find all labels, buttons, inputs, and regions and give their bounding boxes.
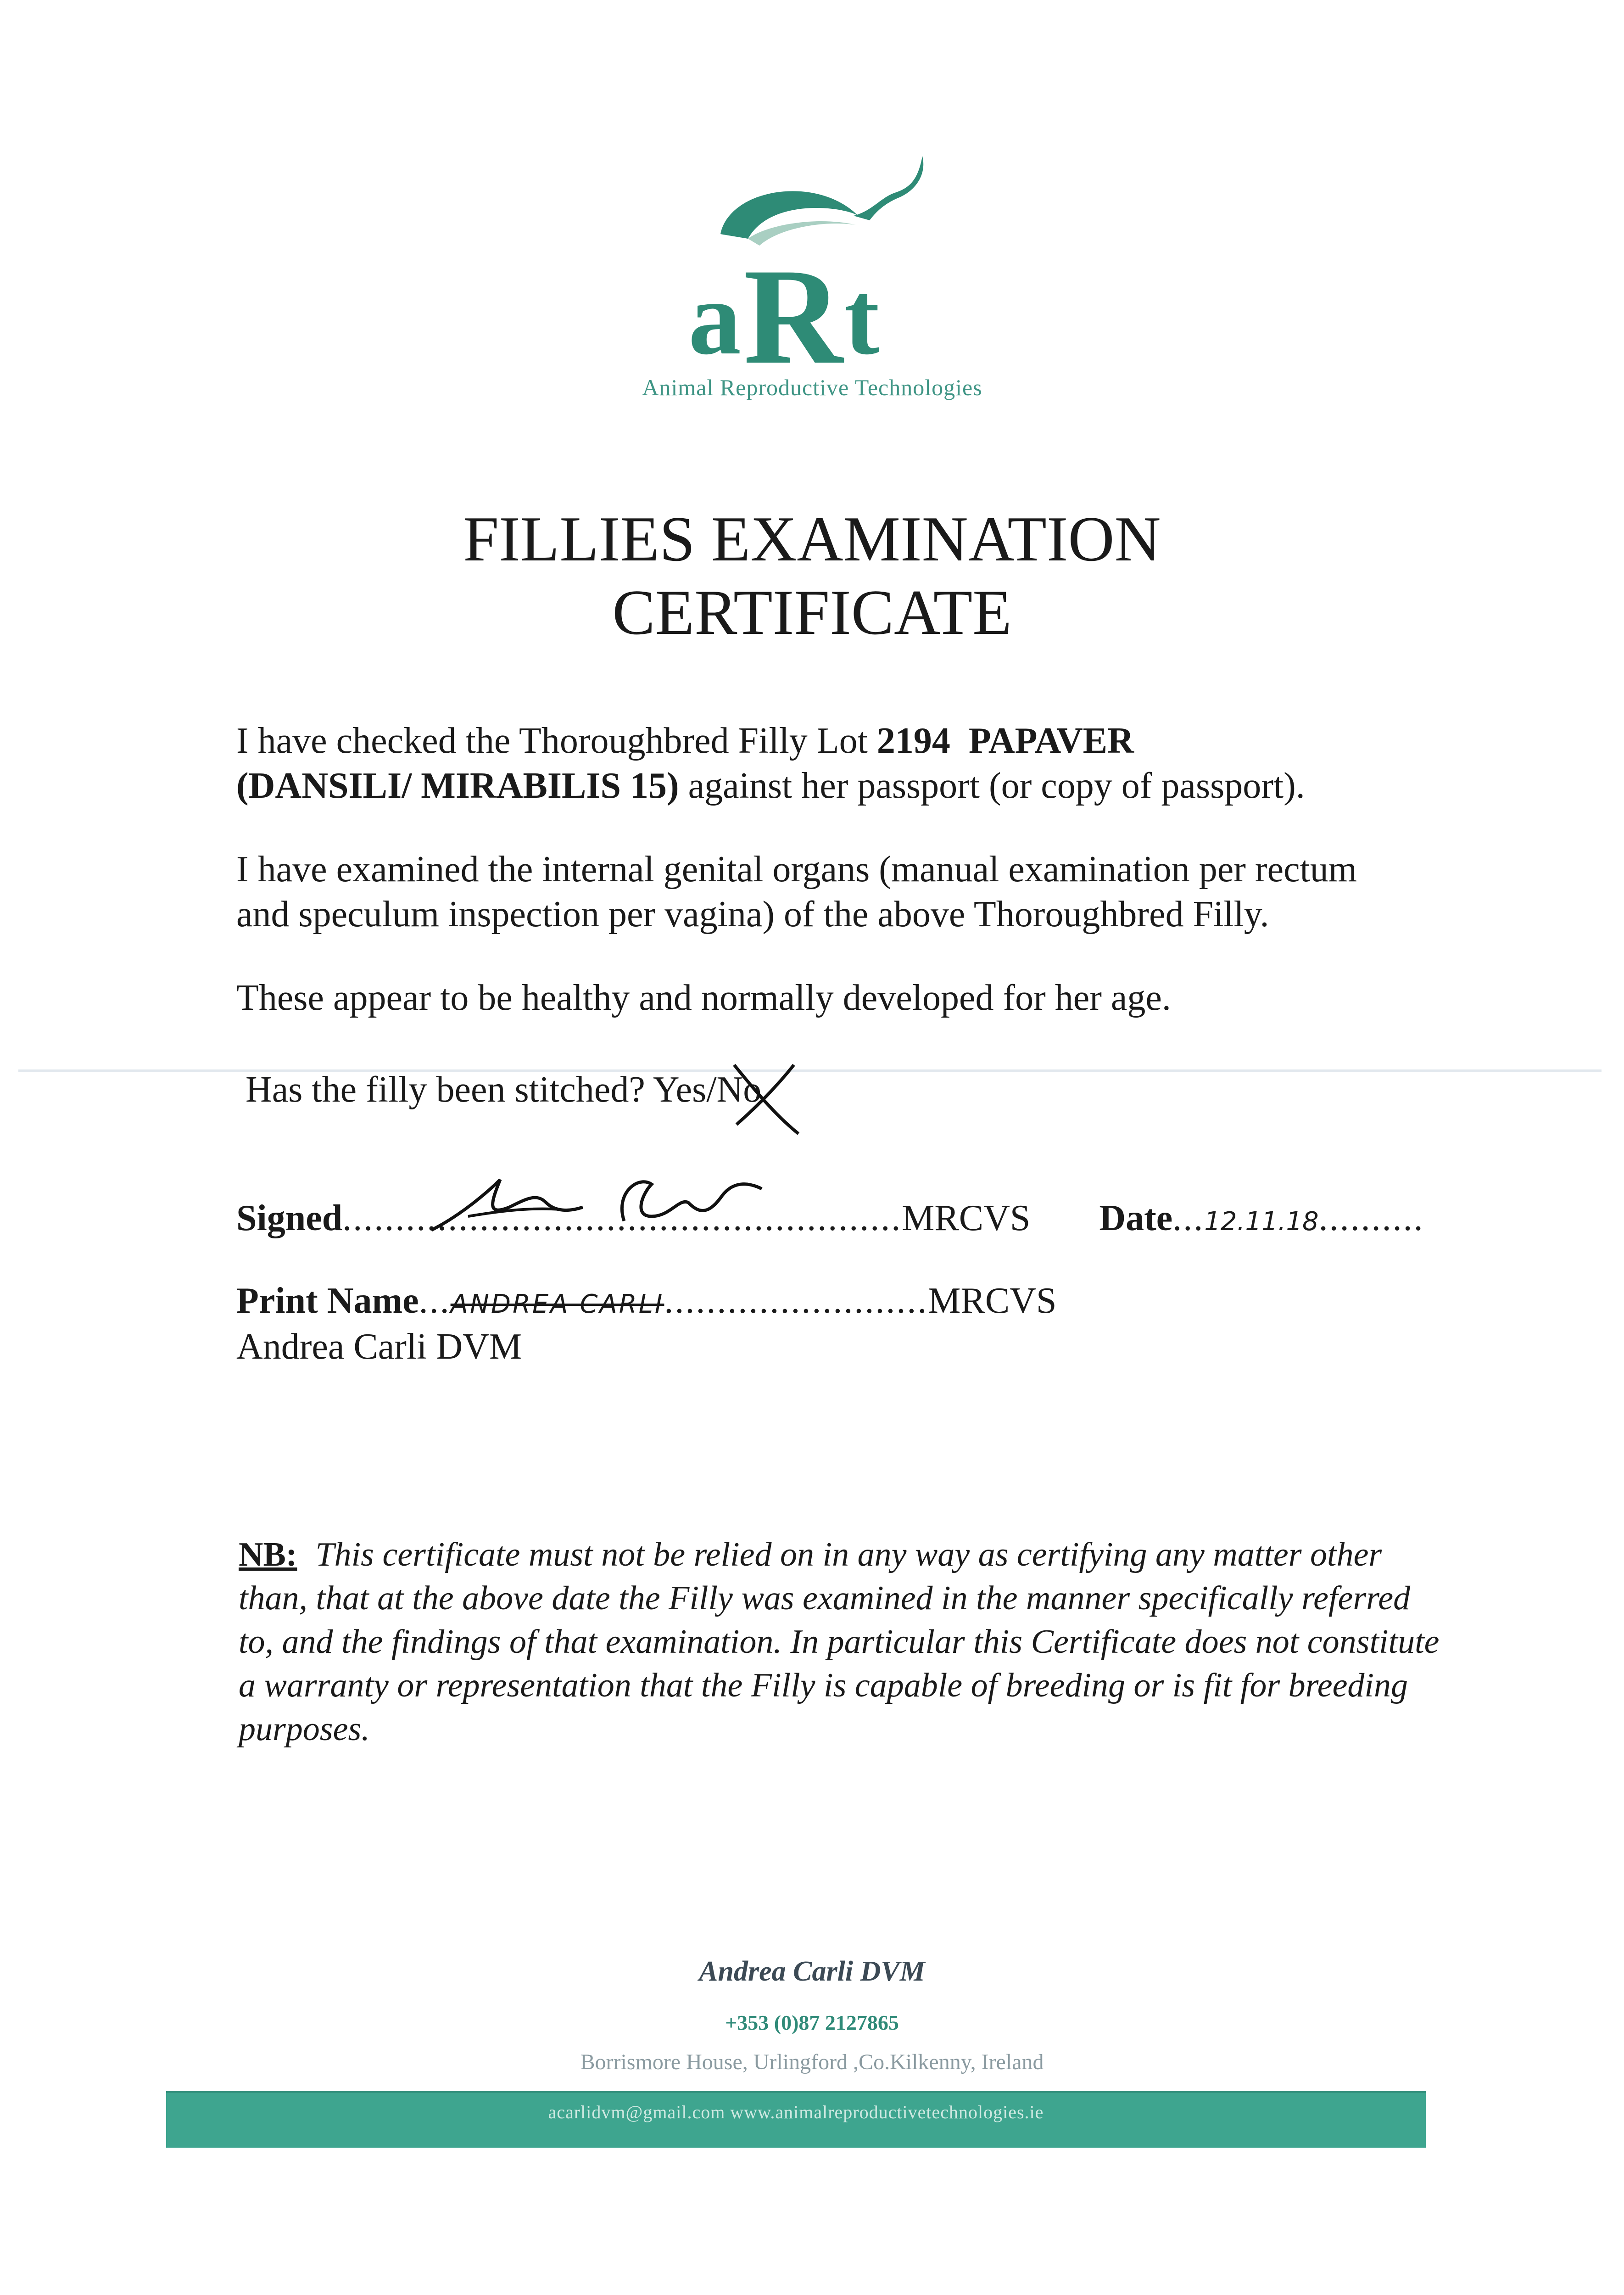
svg-text:a: a bbox=[688, 259, 741, 376]
handwritten-signature bbox=[422, 1166, 780, 1244]
identity-prefix: I have checked the Thoroughbred Filly Lot bbox=[236, 721, 877, 761]
svg-text:R: R bbox=[743, 240, 843, 392]
nb-disclaimer bbox=[239, 1533, 1441, 1751]
art-logo bbox=[679, 147, 945, 404]
lot-number: 2194 bbox=[876, 721, 950, 761]
logo-tagline: Animal Reproductive Technologies bbox=[642, 375, 982, 400]
footer-phone: +353 (0)87 2127865 bbox=[725, 2011, 899, 2034]
print-name-label: Print Name bbox=[236, 1281, 419, 1321]
nb-label: NB: bbox=[239, 1536, 297, 1573]
certificate-title-line2: CERTIFICATE bbox=[612, 577, 1012, 648]
horse-name: PAPAVER bbox=[968, 721, 1134, 761]
footer-contact: acarlidvm@gmail.com www.animalreproductivetechnologies.ie bbox=[548, 2102, 1044, 2122]
findings-paragraph: These appear to be healthy and normally developed for her age. bbox=[236, 978, 1171, 1018]
print-name-line: Print Name...ANDREA CARLI.........................MRCVS bbox=[236, 1281, 1057, 1321]
nb-text: This certificate must not be relied on in any way as certifying any matter other than, that at the above date the Filly was examined in the manner specifically referred to, and the findings of that examination. In particular this Certificate does not constitute a warranty or representation that the Filly is capable of breeding or is fit for breeding purposes. bbox=[239, 1536, 1440, 1748]
identity-suffix: against her passport (or copy of passport). bbox=[679, 766, 1305, 806]
horse-pedigree: (DANSILI/ MIRABILIS 15) bbox=[236, 766, 679, 806]
signed-label: Signed bbox=[236, 1198, 343, 1238]
date-label: Date bbox=[1099, 1198, 1173, 1238]
print-name-suffix: MRCVS bbox=[928, 1281, 1057, 1321]
identity-paragraph bbox=[236, 718, 1429, 808]
typed-vet-name: Andrea Carli DVM bbox=[236, 1327, 522, 1367]
handwritten-print-name: ANDREA CARLI bbox=[450, 1289, 664, 1319]
signed-suffix: MRCVS bbox=[902, 1198, 1031, 1238]
certificate-title-line1: FILLIES EXAMINATION bbox=[463, 504, 1161, 575]
signed-line: Signed.....................................................MRCVS Date...12.11.18.......... bbox=[236, 1198, 1424, 1238]
examination-paragraph: I have examined the internal genital organs (manual examination per rectum and speculum inspection per vagina) of the above Thoroughbred Filly. bbox=[236, 849, 1357, 935]
footer-address: Borrismore House, Urlingford ,Co.Kilkenny, Ireland bbox=[580, 2050, 1044, 2074]
svg-text:t: t bbox=[844, 259, 880, 376]
date-value: 12.11.18 bbox=[1204, 1207, 1319, 1237]
no-strikeout-mark bbox=[725, 1056, 808, 1138]
footer-vet-name: Andrea Carli DVM bbox=[699, 1956, 925, 1987]
art-logo-mark bbox=[679, 147, 945, 404]
stitched-question: Has the filly been stitched? Yes/No bbox=[246, 1069, 762, 1110]
